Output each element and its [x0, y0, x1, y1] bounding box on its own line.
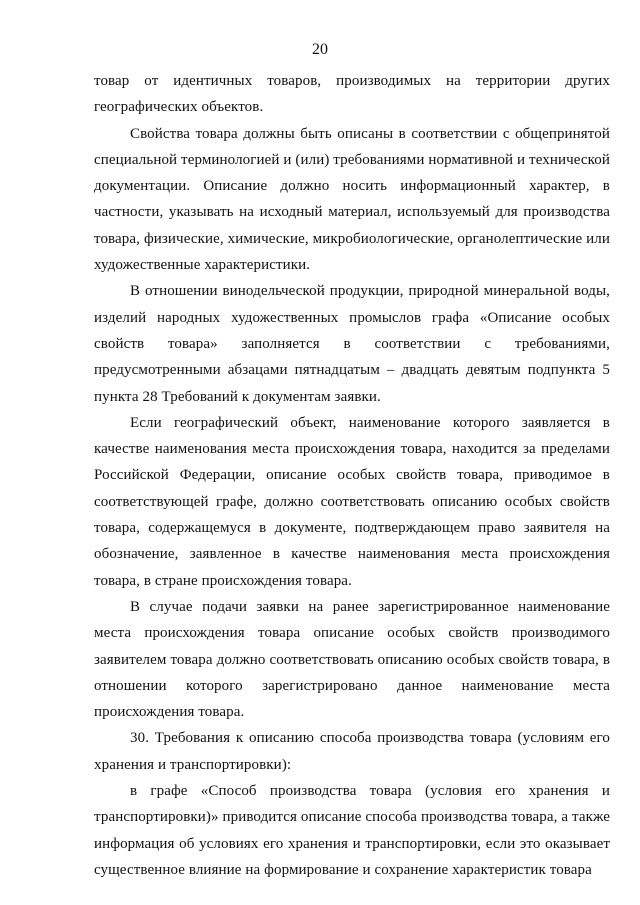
paragraph-section-30-heading: 30. Требования к описанию способа производства товара (условиям его хранения и транспортировки):: [94, 730, 610, 773]
paragraph-registered-appellation: В случае подачи заявки на ранее зарегистрированное наименование места происхождения товара описание особых свойств производимого заявителем товара должно соответствовать описанию особых свойств товара, в отношении которого зарегистрировано данное наименование места происхождения товара.: [94, 598, 610, 721]
page-number: 20: [312, 41, 328, 58]
document-body: [94, 68, 610, 883]
paragraph-properties-description: Свойства товара должны быть описаны в соответствии с общепринятой специальной терминологией и (или) требованиями нормативной и технической документации. Описание должно носить информационный характер, в частности, указывать на исходный материал, используемый для производства товара, физические, химические, микробиологические, органолептические или художественные характеристики.: [94, 125, 610, 274]
paragraph-wine-mineral-water: В отношении винодельческой продукции, природной минеральной воды, изделий народных художественных промыслов графа «Описание особых свойств товара» заполняется в соответствии с требованиями, предусмотренными абзацами пятнадцатым – двадцать девятым подпункта 5 пункта 28 Требований к документам заявки.: [94, 283, 610, 405]
paragraph-continuation: товар от идентичных товаров, производимых на территории других географических объектов.: [94, 73, 610, 116]
paragraph-production-method: в графе «Способ производства товара (условия его хранения и транспортировки)» приводится описание способа производства товара, а также информация об условиях его хранения и транспортировки, если это оказывает существенное влияние на формирование и сохранение характеристик товара: [94, 783, 610, 878]
paragraph-foreign-geographic-object: Если географический объект, наименование которого заявляется в качестве наименования места происхождения товара, находится за пределами Российской Федерации, описание особых свойств товара, приводимое в соответствующей графе, должно соответствовать описанию особых свойств товара, содержащемуся в документе, подтверждающем право заявителя на обозначение, заявленное в качестве наименования места происхождения товара, в стране происхождения товара.: [94, 414, 610, 589]
